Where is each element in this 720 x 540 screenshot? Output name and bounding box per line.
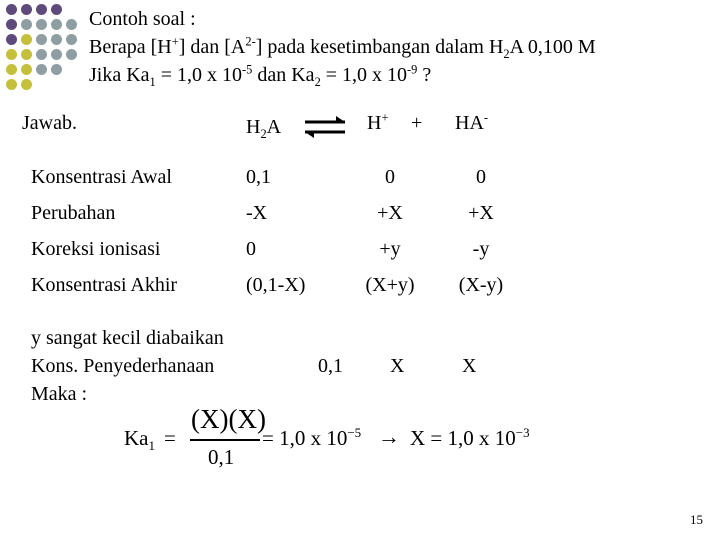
product-ha: HA- bbox=[455, 110, 489, 134]
slide-title-line2: Berapa [H+] dan $[A^{2-}]$ pada kesetimbangan dalam $H_2A$ 0,100 M bbox=[89, 34, 596, 61]
equilibrium-arrow-icon bbox=[302, 112, 348, 142]
decorative-dot-pattern bbox=[6, 4, 86, 104]
decorative-dot bbox=[66, 34, 77, 45]
decorative-dot bbox=[21, 64, 32, 75]
decorative-dot bbox=[66, 49, 77, 60]
decorative-dot bbox=[6, 64, 17, 75]
ice-row-label: Konsentrasi Awal bbox=[31, 166, 172, 188]
note-line2: Kons. Penyederhanaan bbox=[31, 355, 215, 377]
ice-cell-h2a: (0,1-X) bbox=[246, 274, 306, 296]
simplified-value-h2a: 0,1 bbox=[318, 355, 343, 377]
decorative-dot bbox=[6, 34, 17, 45]
decorative-dot bbox=[21, 19, 32, 30]
simplified-value-hplus: X bbox=[390, 355, 405, 377]
decorative-dot bbox=[21, 49, 32, 60]
simplified-value-ha: X bbox=[462, 355, 477, 377]
fraction-bar bbox=[190, 439, 260, 441]
decorative-dot bbox=[66, 19, 77, 30]
decorative-dot bbox=[21, 4, 32, 15]
jawab-label: Jawab. bbox=[22, 112, 77, 134]
ice-cell-ha: 0 bbox=[476, 166, 486, 188]
equation-result-x: X = 1,0 x $10^{-3}$ bbox=[410, 425, 530, 450]
note-line3: Maka : bbox=[31, 383, 88, 405]
decorative-dot bbox=[36, 4, 47, 15]
equation-denominator: 0,1 bbox=[208, 445, 235, 469]
slide-title-line1: Contoh soal : bbox=[89, 8, 196, 30]
decorative-dot bbox=[6, 19, 17, 30]
ice-cell-hplus: (X+y) bbox=[365, 274, 415, 296]
ice-cell-hplus: 0 bbox=[385, 166, 395, 188]
slide-title-line3: Jika $Ka_1 = 1,0$ x $10^{-5}$ dan $Ka_2 = 1,0$ x $10^{-9}$ ? bbox=[89, 62, 432, 89]
product-hplus: H+ bbox=[367, 110, 389, 134]
decorative-dot bbox=[21, 34, 32, 45]
plus-sign: + bbox=[411, 112, 423, 134]
decorative-dot bbox=[36, 19, 47, 30]
ice-row-label: Perubahan bbox=[31, 202, 116, 224]
decorative-dot bbox=[21, 79, 32, 90]
ice-cell-hplus: +X bbox=[377, 202, 403, 224]
decorative-dot bbox=[36, 64, 47, 75]
decorative-dot bbox=[36, 49, 47, 60]
decorative-dot bbox=[51, 4, 62, 15]
implies-arrow-icon: → bbox=[378, 424, 400, 449]
ice-cell-h2a: 0 bbox=[246, 238, 256, 260]
page-number: 15 bbox=[690, 512, 703, 527]
decorative-dot bbox=[51, 64, 62, 75]
ice-cell-ha: (X-y) bbox=[458, 274, 504, 296]
ice-cell-hplus: +y bbox=[379, 238, 401, 260]
ice-cell-ha: +X bbox=[468, 202, 494, 224]
ice-cell-ha: -y bbox=[472, 238, 490, 260]
equation-numerator: (X)(X) bbox=[191, 404, 266, 434]
decorative-dot bbox=[6, 4, 17, 15]
ice-cell-h2a: 0,1 bbox=[246, 166, 271, 188]
decorative-dot bbox=[6, 49, 17, 60]
reactant-h2a: $H_2A$ bbox=[246, 116, 282, 141]
decorative-dot bbox=[51, 34, 62, 45]
decorative-dot bbox=[36, 34, 47, 45]
ice-row-label: Konsentrasi Akhir bbox=[31, 274, 178, 296]
equation-result-ka: = 1,0 x $10^{-5}$ bbox=[262, 425, 362, 450]
equation-equals: = bbox=[164, 426, 176, 450]
ice-cell-h2a: -X bbox=[246, 202, 268, 224]
note-line1: y sangat kecil diabaikan bbox=[31, 327, 224, 349]
decorative-dot bbox=[51, 19, 62, 30]
ice-row-label: Koreksi ionisasi bbox=[31, 238, 161, 260]
decorative-dot bbox=[6, 79, 17, 90]
equation-lhs: $Ka_1$ bbox=[124, 426, 156, 454]
decorative-dot bbox=[51, 49, 62, 60]
